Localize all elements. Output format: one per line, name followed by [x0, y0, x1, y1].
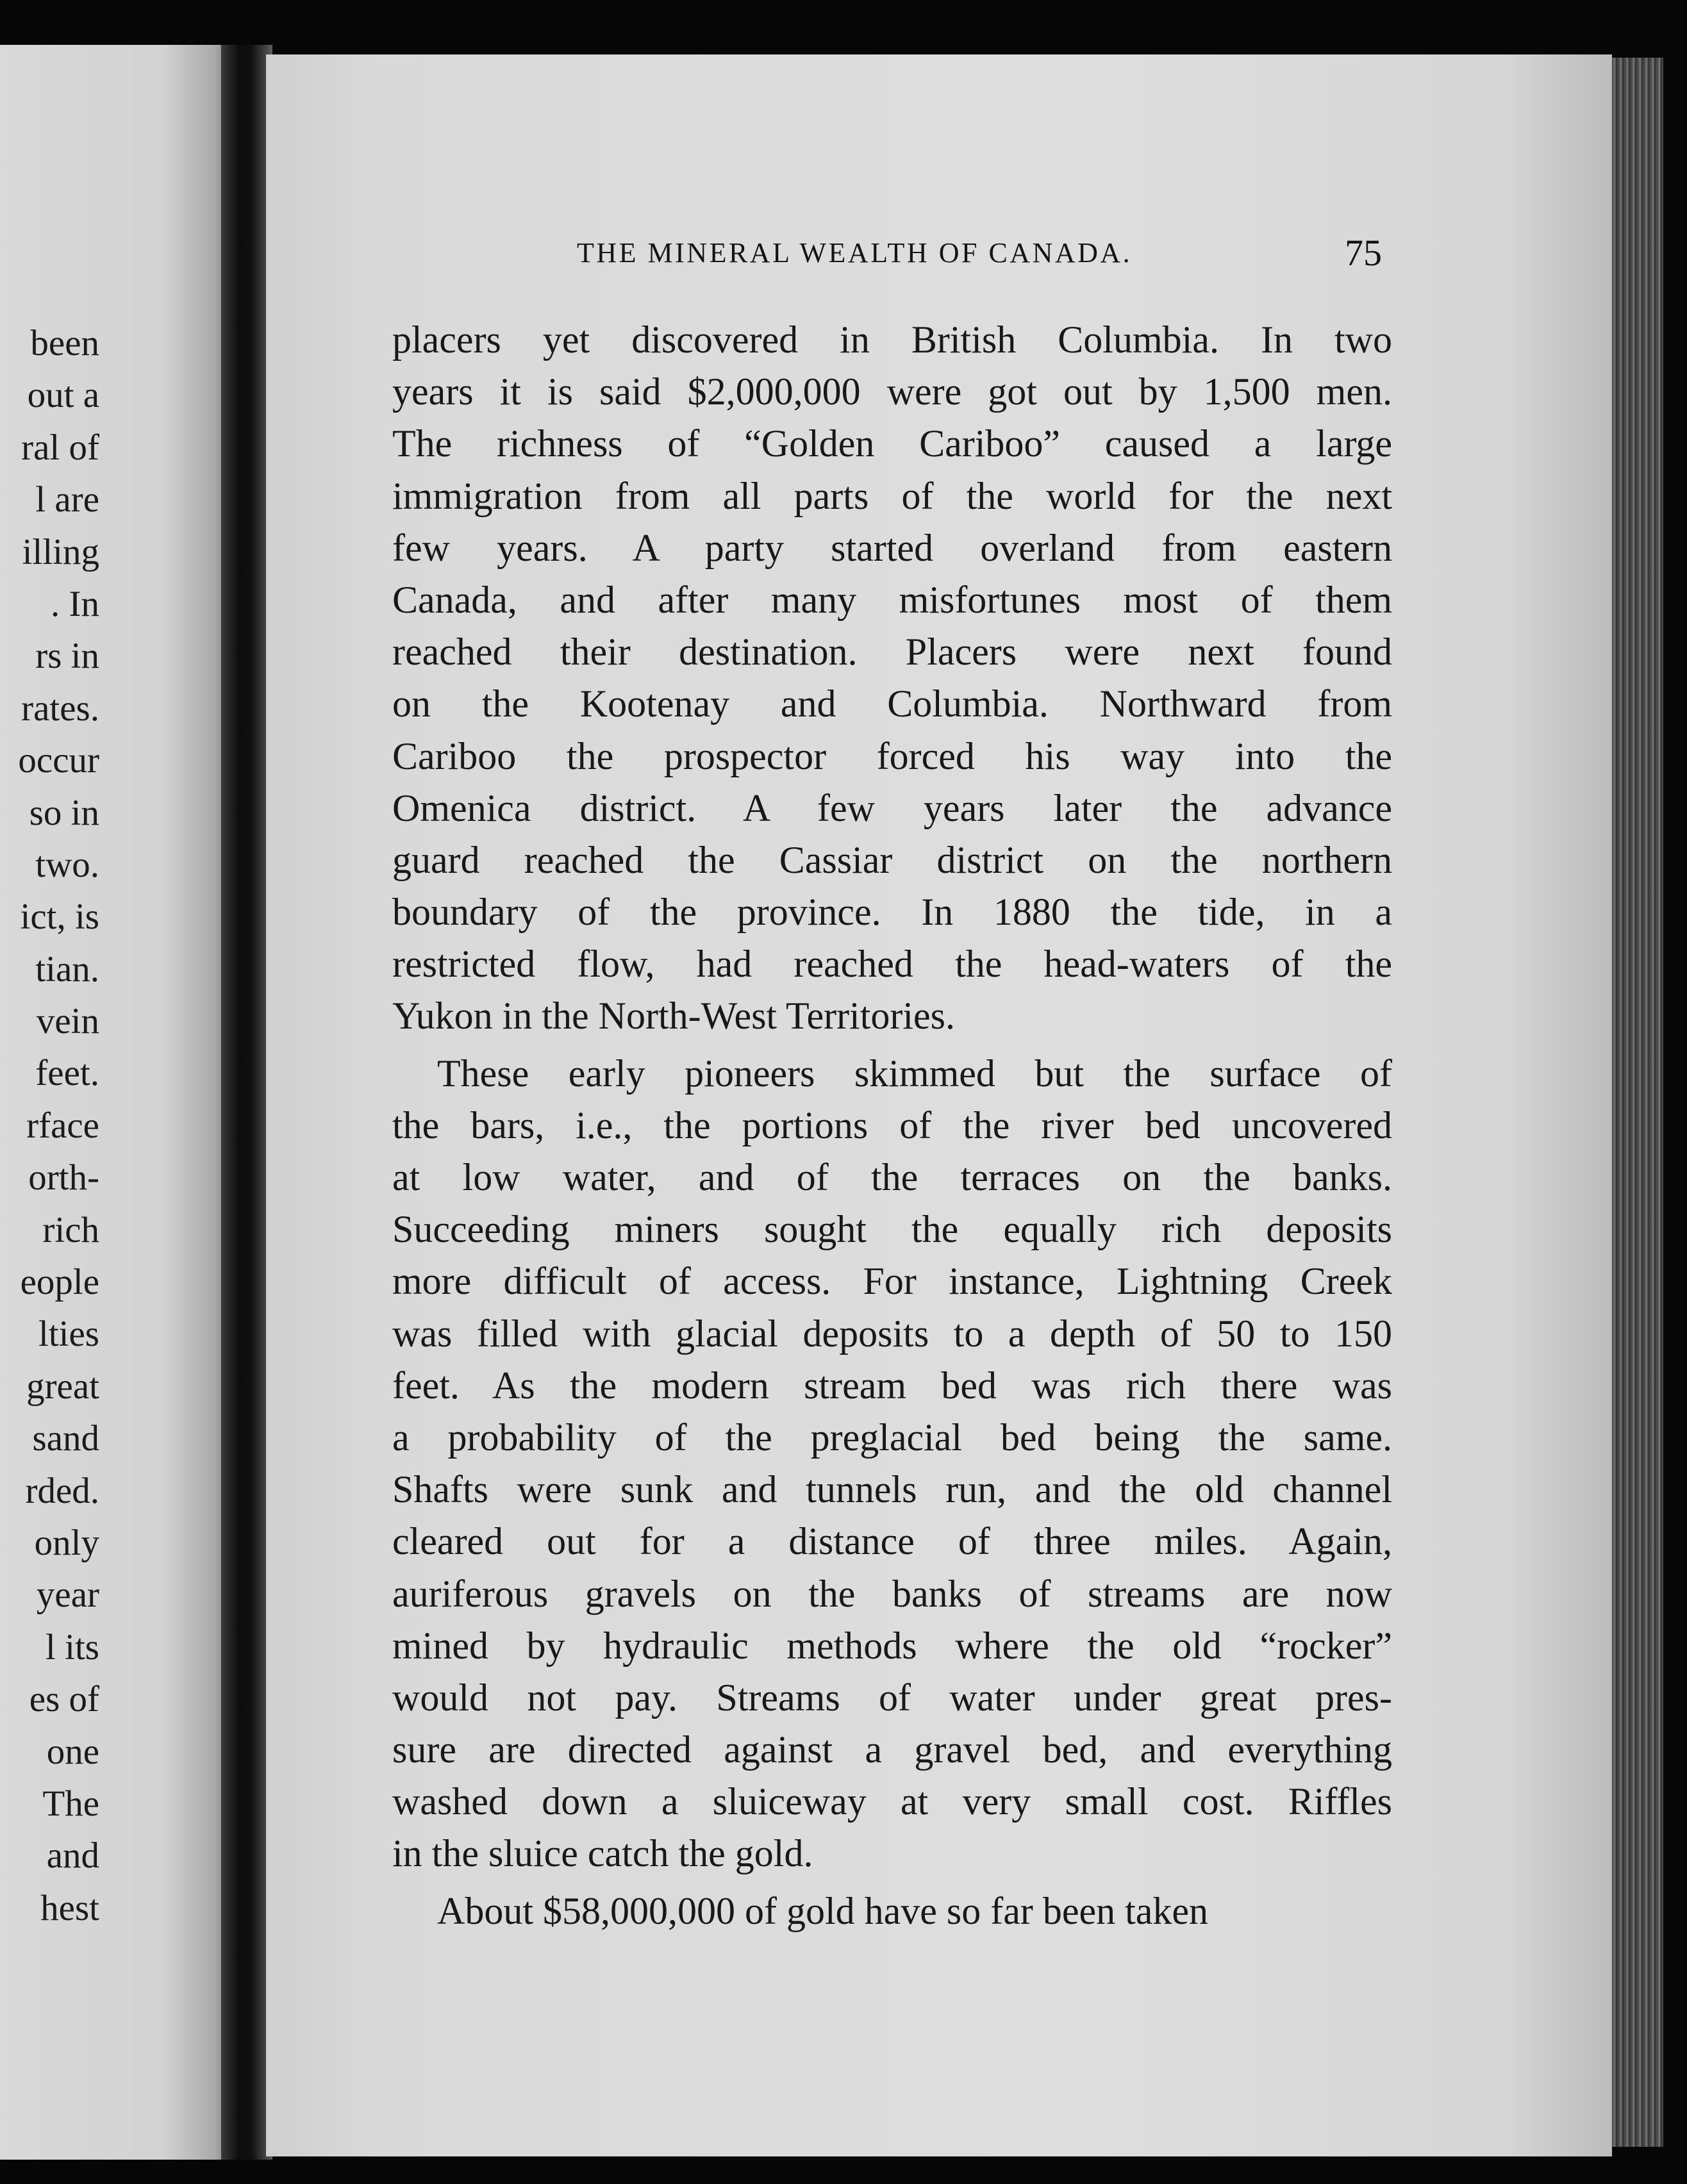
- text-line: Cariboo the prospector forced his way into the: [392, 734, 1392, 777]
- text-line: Canada, and after many misfortunes most of them: [392, 578, 1392, 621]
- running-head-title: THE MINERAL WEALTH OF CANADA.: [577, 237, 1133, 269]
- text-line: The richness of “Golden Cariboo” caused a large: [392, 422, 1392, 465]
- left-page-fragment: ict, is: [20, 897, 99, 938]
- left-page-fragment: es of: [29, 1679, 99, 1720]
- text-line: Omenica district. A few years later the advance: [392, 786, 1392, 829]
- body-text: [392, 314, 1392, 1937]
- left-page-fragment: feet.: [35, 1053, 99, 1094]
- text-line: boundary of the province. In 1880 the tide, in a: [392, 891, 1392, 934]
- text-line: Shafts were sunk and tunnels run, and the old channel: [392, 1468, 1392, 1511]
- left-page-fragment: illing: [22, 531, 99, 572]
- paragraph: [392, 1885, 1392, 1937]
- text-line: few years. A party started overland from eastern: [392, 526, 1392, 569]
- text-line: guard reached the Cassiar district on the northern: [392, 838, 1392, 881]
- page-edges: [1612, 58, 1663, 2147]
- left-page-fragment: ral of: [21, 427, 99, 468]
- paragraph-gap: [392, 1880, 1392, 1885]
- text-line: washed down a sluiceway at very small cost. Riffles: [392, 1780, 1392, 1823]
- left-page-fragment: only: [34, 1522, 99, 1563]
- left-page-fragment: rich: [42, 1209, 99, 1250]
- left-page-fragment: rs in: [35, 636, 99, 677]
- left-page-fragment: occur: [18, 740, 99, 781]
- running-head: [308, 231, 1397, 276]
- left-page-fragment: hest: [40, 1887, 99, 1928]
- text-line: immigration from all parts of the world for the next: [392, 474, 1392, 517]
- left-page-fragment: and: [46, 1835, 99, 1876]
- page-number: 75: [1345, 232, 1382, 274]
- text-line: About $58,000,000 of gold have so far been taken: [437, 1889, 1209, 1932]
- text-line: auriferous gravels on the banks of streams are now: [392, 1572, 1392, 1615]
- left-page-fragment: . In: [51, 583, 99, 624]
- left-page-fragment: one: [46, 1731, 99, 1772]
- left-page-fragment: two.: [35, 844, 99, 885]
- text-line: sure are directed against a gravel bed, and everything: [392, 1728, 1392, 1771]
- left-page-fragment: rates.: [21, 688, 99, 729]
- left-page-fragment: orth-: [28, 1157, 99, 1198]
- text-line: cleared out for a distance of three miles. Again,: [392, 1520, 1392, 1563]
- text-line: on the Kootenay and Columbia. Northward from: [392, 682, 1392, 725]
- text-line: in the sluice catch the gold.: [392, 1832, 813, 1875]
- left-page-fragment: rface: [26, 1105, 99, 1146]
- left-page-fragment: so in: [29, 792, 99, 833]
- text-line: mined by hydraulic methods where the old “rocker”: [392, 1624, 1392, 1667]
- text-line: Yukon in the North-West Territories.: [392, 995, 956, 1038]
- left-page-fragment: The: [42, 1783, 99, 1824]
- left-page-fragment: eople: [20, 1262, 99, 1303]
- left-page-fragment: year: [36, 1575, 99, 1616]
- paragraph-gap: [392, 1043, 1392, 1048]
- left-page-fragment: rded.: [25, 1470, 99, 1511]
- text-line: feet. As the modern stream bed was rich there was: [392, 1364, 1392, 1407]
- text-line: more difficult of access. For instance, Lightning Creek: [392, 1260, 1392, 1303]
- left-page-fragment: out a: [27, 375, 99, 416]
- text-line: would not pay. Streams of water under great pres-: [392, 1676, 1392, 1719]
- left-page-fragment: tian.: [35, 948, 99, 989]
- text-line: placers yet discovered in British Columbia. In two: [392, 318, 1392, 361]
- left-page-fragment: great: [26, 1366, 99, 1407]
- paragraph: [392, 314, 1392, 1043]
- text-line: was filled with glacial deposits to a depth of 50 to 150: [392, 1312, 1392, 1355]
- left-page-fragment: l its: [46, 1626, 99, 1667]
- text-line: the bars, i.e., the portions of the river bed uncovered: [392, 1104, 1392, 1146]
- text-line: reached their destination. Placers were next found: [392, 631, 1392, 674]
- text-line: restricted flow, had reached the head-waters of the: [392, 943, 1392, 986]
- left-page-fragment: l are: [35, 479, 99, 520]
- left-page-fragment: vein: [36, 1001, 99, 1042]
- text-line: Succeeding miners sought the equally rich deposits: [392, 1208, 1392, 1251]
- text-line: at low water, and of the terraces on the banks.: [392, 1156, 1392, 1198]
- left-page-fragment: lties: [38, 1314, 99, 1355]
- left-page-fragment: been: [30, 323, 99, 363]
- text-line: years it is said $2,000,000 were got out by 1,500 men.: [392, 370, 1392, 413]
- left-page-text-fragments: [0, 317, 99, 1934]
- left-page: [0, 45, 234, 2160]
- left-page-fragment: sand: [32, 1418, 99, 1459]
- book-gutter: [221, 45, 272, 2160]
- text-line: These early pioneers skimmed but the surface of: [437, 1052, 1392, 1095]
- paragraph: [392, 1048, 1392, 1880]
- text-line: a probability of the preglacial bed being the same.: [392, 1416, 1392, 1459]
